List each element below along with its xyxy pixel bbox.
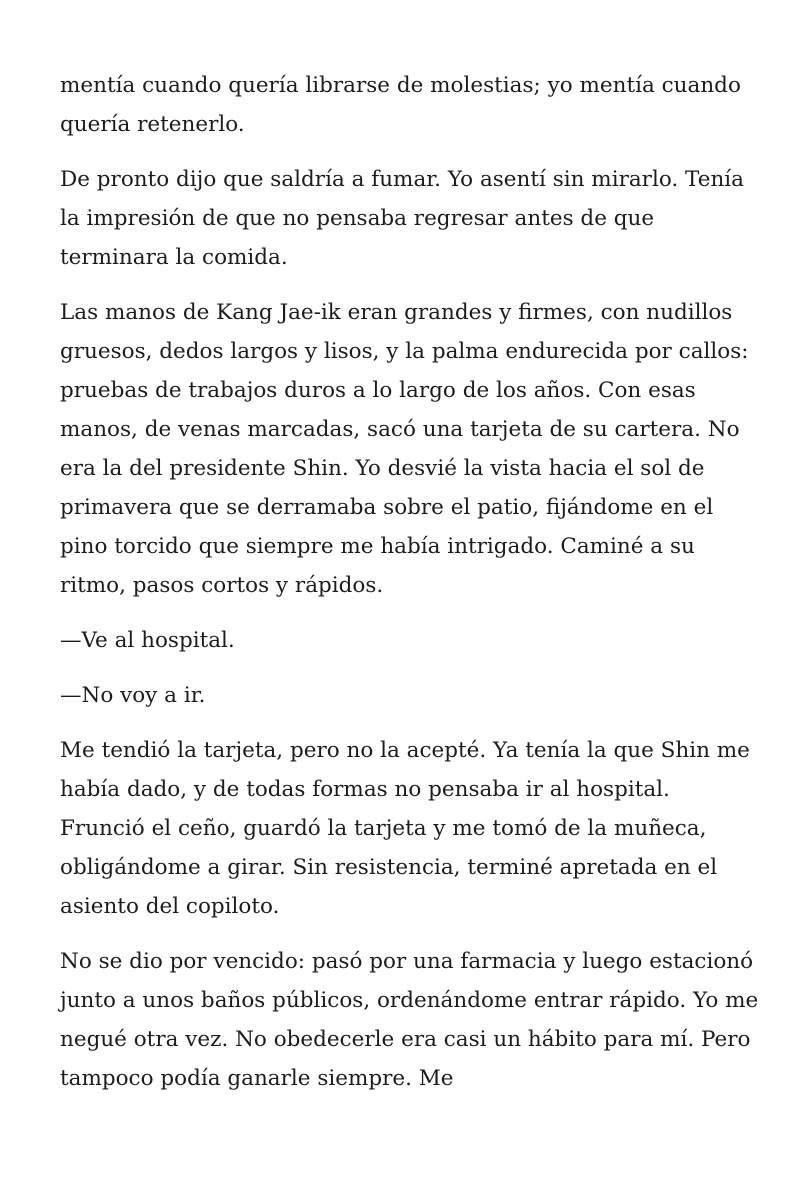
page-text [60, 66, 760, 1114]
paragraph: De pronto dijo que saldría a fumar. Yo asentí sin mirarlo. Tenía la impresión de que no pensaba regresar antes de que terminara la comida. [60, 167, 744, 270]
dialogue-line: —No voy a ir. [60, 683, 206, 708]
paragraph: Las manos de Kang Jae-ik eran grandes y firmes, con nudillos gruesos, dedos largos y lisos, y la palma endurecida por callos: pruebas de trabajos duros a lo largo de los años. Con esas manos, de venas marcadas, sacó una tarjeta de su cartera. No era la del presidente Shin. Yo desvié la vista hacia el sol de primavera que se derramaba sobre el patio, fijándome en el pino torcido que siempre me había intrigado. Caminé a su ritmo, pasos cortos y rápidos. [60, 300, 749, 598]
paragraph: Me tendió la tarjeta, pero no la acepté. Ya tenía la que Shin me había dado, y de todas formas no pensaba ir al hospital. Frunció el ceño, guardó la tarjeta y me tomó de la muñeca, obligándome a girar. Sin resistencia, terminé apretada en el asiento del copiloto. [60, 738, 750, 919]
paragraph: No se dio por vencido: pasó por una farmacia y luego estacionó junto a unos baños públicos, ordenándome entrar rápido. Yo me negué otra vez. No obedecerle era casi un hábito para mí. Pero tampoco podía ganarle siempre. Me [60, 949, 759, 1091]
paragraph: mentía cuando quería librarse de molestias; yo mentía cuando quería retenerlo. [60, 73, 741, 137]
dialogue-line: —Ve al hospital. [60, 628, 235, 653]
